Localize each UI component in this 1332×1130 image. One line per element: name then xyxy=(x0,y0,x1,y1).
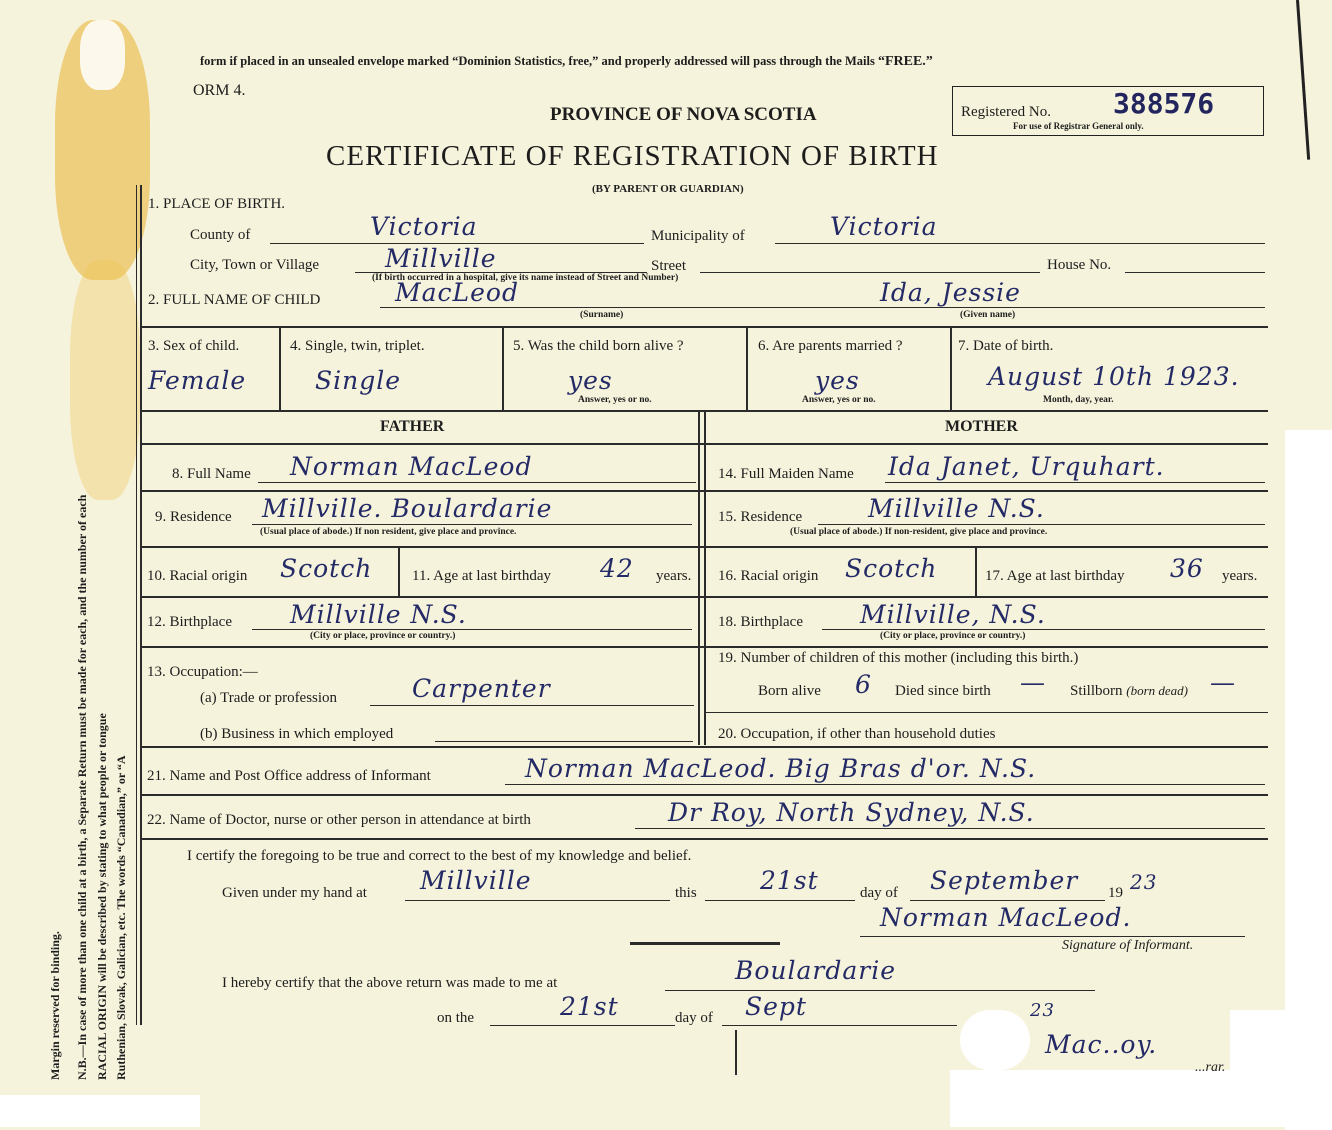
father-birthplace-value: Millville N.S. xyxy=(290,600,467,629)
stillborn-label: Stillborn (born dead) xyxy=(1070,683,1189,699)
registrar-signature: Mac..oy. xyxy=(1045,1030,1158,1059)
surname-caption: (Surname) xyxy=(580,310,624,320)
mother-racial-value: Scotch xyxy=(845,554,938,583)
child-name-label: 2. FULL NAME OF CHILD xyxy=(148,292,321,308)
plurality-value: Single xyxy=(315,366,402,395)
father-birthplace-caption: (City or place, province or country.) xyxy=(310,631,456,641)
form-number: ORM 4. xyxy=(193,82,246,99)
father-racial-value: Scotch xyxy=(280,554,373,583)
born-alive-count-label: Born alive xyxy=(758,683,821,699)
given-year-prefix: 19 xyxy=(1108,885,1123,901)
given-name-caption: (Given name) xyxy=(960,310,1016,320)
sex-value: Female xyxy=(148,366,247,395)
registrar-day-of-label: day of xyxy=(675,1010,713,1026)
mother-birthplace-label: 18. Birthplace xyxy=(718,614,803,630)
registrar-on-label: on the xyxy=(437,1010,475,1026)
place-of-birth-label: 1. PLACE OF BIRTH. xyxy=(148,196,286,212)
given-month-value: September xyxy=(930,866,1079,895)
mother-birthplace-value: Millville, N.S. xyxy=(860,600,1046,629)
registrar-month-value: Sept xyxy=(745,992,807,1021)
father-years-label: years. xyxy=(656,568,692,584)
municipality-label: Municipality of xyxy=(651,228,745,244)
fold-line xyxy=(1296,0,1310,160)
mother-racial-label: 16. Racial origin xyxy=(718,568,819,584)
mother-residence-caption: (Usual place of abode.) If non-resident, give place and province. xyxy=(790,527,1048,537)
registered-label: Registered No. xyxy=(961,104,1051,120)
mother-birthplace-caption: (City or place, province or country.) xyxy=(880,631,1026,641)
father-residence-label: 9. Residence xyxy=(155,509,232,525)
father-age-value: 42 xyxy=(600,554,634,583)
given-day-of-label: day of xyxy=(860,885,898,901)
children-count-label: 19. Number of children of this mother (including this birth.) xyxy=(718,650,1079,666)
torn-edge xyxy=(960,1010,1030,1070)
parents-married-value: yes xyxy=(815,366,860,395)
certificate-subtitle: (BY PARENT OR GUARDIAN) xyxy=(592,183,744,195)
business-label: (b) Business in which employed xyxy=(200,726,394,742)
died-label: Died since birth xyxy=(895,683,991,699)
mother-years-label: years. xyxy=(1222,568,1258,584)
father-residence-value: Millville. Boulardarie xyxy=(262,494,553,523)
given-year-value: 23 xyxy=(1130,870,1158,894)
doctor-label: 22. Name of Doctor, nurse or other person in attendance at birth xyxy=(147,812,531,828)
trade-label: (a) Trade or profession xyxy=(200,690,338,706)
informant-label: 21. Name and Post Office address of Informant xyxy=(147,768,431,784)
born-alive-value: yes xyxy=(568,366,613,395)
paper-stain xyxy=(80,20,125,90)
father-age-label: 11. Age at last birthday xyxy=(412,568,551,584)
registrar-caption: ...rar. xyxy=(1195,1060,1226,1075)
father-heading: FATHER xyxy=(380,418,445,435)
father-name-value: Norman MacLeod xyxy=(290,452,533,481)
given-place-value: Millville xyxy=(420,866,532,895)
street-label: Street xyxy=(651,258,686,274)
father-occupation-label: 13. Occupation:— xyxy=(147,664,258,680)
father-birthplace-label: 12. Birthplace xyxy=(147,614,232,630)
born-alive-count: 6 xyxy=(855,670,872,699)
registrar-statement: I hereby certify that the above return was made to me at xyxy=(222,975,558,991)
mother-residence-value: Millville N.S. xyxy=(868,494,1045,523)
stillborn-count: — xyxy=(1210,668,1236,697)
registrar-place-value: Boulardarie xyxy=(735,956,897,985)
plurality-label: 4. Single, twin, triplet. xyxy=(290,338,425,354)
born-alive-label: 5. Was the child born alive ? xyxy=(513,338,684,354)
paper-stain xyxy=(70,260,140,500)
postal-free: “FREE.” xyxy=(877,54,933,69)
certify-statement: I certify the foregoing to be true and correct to the best of my knowledge and belief. xyxy=(187,848,692,864)
sex-label: 3. Sex of child. xyxy=(148,338,240,354)
child-surname: MacLeod xyxy=(395,278,519,307)
registrar-year-value: 23 xyxy=(1030,1000,1055,1021)
dob-value: August 10th 1923. xyxy=(988,362,1240,391)
municipality-value: Victoria xyxy=(830,212,938,241)
postal-note: form if placed in an unsealed envelope marked “Dominion Statistics, free,” and properly addressed will pass through the Mails xyxy=(200,54,875,68)
father-name-label: 8. Full Name xyxy=(172,466,251,482)
torn-edge xyxy=(950,1070,1330,1127)
born-alive-caption: Answer, yes or no. xyxy=(578,395,652,405)
torn-edge xyxy=(0,1095,200,1127)
mother-age-label: 17. Age at last birthday xyxy=(985,568,1125,584)
hospital-note: (If birth occurred in a hospital, give its name instead of Street and Number) xyxy=(372,273,679,283)
binding-note: Margin reserved for binding. xyxy=(48,931,62,1080)
province-heading: PROVINCE OF NOVA SCOTIA xyxy=(550,104,817,125)
informant-signature: Norman MacLeod. xyxy=(880,903,1132,932)
mother-name-value: Ida Janet, Urquhart. xyxy=(888,452,1165,481)
registrar-day-value: 21st xyxy=(560,992,619,1021)
dob-caption: Month, day, year. xyxy=(1043,395,1114,405)
mother-age-value: 36 xyxy=(1170,554,1204,583)
informant-value: Norman MacLeod. Big Bras d'or. N.S. xyxy=(525,754,1037,783)
doctor-value: Dr Roy, North Sydney, N.S. xyxy=(668,798,1035,827)
county-label: County of xyxy=(190,227,251,243)
dob-label: 7. Date of birth. xyxy=(958,338,1054,354)
trade-value: Carpenter xyxy=(412,674,551,703)
city-value: Millville xyxy=(385,244,497,273)
this-label: this xyxy=(675,885,697,901)
registrar-note: For use of Registrar General only. xyxy=(1013,121,1144,131)
mother-name-label: 14. Full Maiden Name xyxy=(718,466,854,482)
margin-note-1: N.B.—In case of more than one child at a birth, a Separate Return must be made for each, and the number of each xyxy=(75,494,89,1080)
margin-note-2: RACIAL ORIGIN will be described by stating to what people or tongue xyxy=(95,713,109,1080)
mother-residence-label: 15. Residence xyxy=(718,509,803,525)
registered-box xyxy=(952,86,1264,136)
mother-occupation-label: 20. Occupation, if other than household duties xyxy=(718,726,996,742)
registered-number: 388576 xyxy=(1113,87,1215,120)
certificate-title: CERTIFICATE OF REGISTRATION OF BIRTH xyxy=(326,140,939,172)
died-count: — xyxy=(1020,668,1046,697)
margin-note-3: Ruthenian, Slovak, Galician, etc. The words “Canadian,” or “A xyxy=(114,755,128,1080)
informant-signature-caption: Signature of Informant. xyxy=(1062,938,1194,953)
parents-married-label: 6. Are parents married ? xyxy=(758,338,903,354)
father-racial-label: 10. Racial origin xyxy=(147,568,248,584)
given-day-value: 21st xyxy=(760,866,819,895)
city-label: City, Town or Village xyxy=(190,257,320,273)
parents-married-caption: Answer, yes or no. xyxy=(802,395,876,405)
mother-heading: MOTHER xyxy=(945,418,1018,435)
father-residence-caption: (Usual place of abode.) If non resident, give place and province. xyxy=(260,527,517,537)
house-no-label: House No. xyxy=(1047,257,1112,273)
child-given-name: Ida, Jessie xyxy=(880,278,1021,307)
given-under-label: Given under my hand at xyxy=(222,885,367,901)
county-value: Victoria xyxy=(370,212,478,241)
